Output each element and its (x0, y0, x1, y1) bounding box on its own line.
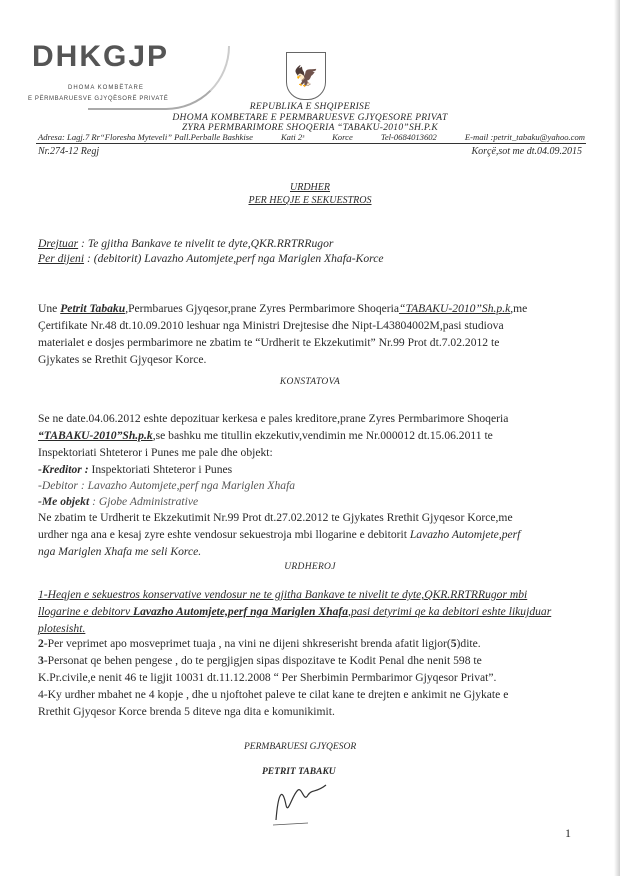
logo-line-2: E PËRMBARUESVE GJYQËSORË PRIVATË (28, 96, 169, 102)
address-email: E-mail :petrit_tabaku@yahoo.com (464, 132, 585, 142)
to-text: : Te gjitha Bankave te nivelit te dyte,QKR.RRTRRugor (78, 237, 334, 250)
header-chamber: DHOMA KOMBETARE E PERMBARUESVE GJYQESORE PRIVAT (172, 113, 448, 123)
intro-line-3: materialet e dosjes permbarimore ne zbatim te “Urdherit te Ekzekutimit” Nr.99 Prot dt.7.02.2012 te (38, 336, 500, 349)
header-divider (36, 143, 586, 144)
address-city: Korce (332, 132, 353, 142)
page-number: 1 (565, 826, 571, 840)
document-subtitle: PER HEQJE E SEKUESTROS (248, 195, 372, 206)
object-line: -Me objekt : Gjobe Administrative (38, 495, 199, 508)
handwritten-signature (268, 775, 338, 830)
intro-line-4: Gjykates se Rrethit Gjyqesor Korce. (38, 353, 207, 366)
order-4-line-1: 4-Ky urdher mbahet ne 4 kopje , dhe u njoftohet paleve te cilat kane te drejten e ankimit ne Gjykate e (38, 688, 509, 701)
document-title: URDHER (290, 182, 330, 193)
order-4-line-2: Rrethit Gjyqesor Korce brenda 5 diteve nga dita e komunikimit. (38, 705, 335, 718)
address-phone: Tel-0684013602 (380, 132, 437, 142)
company-name: “TABAKU-2010”Sh.p.k (38, 429, 153, 442)
addressee-to (38, 237, 333, 250)
urdheroj-heading: URDHEROJ (284, 562, 336, 572)
konstatova-line-8: urdher nga ana e kesaj zyre eshte vendosur sekuestroja mbi llogarine e debitorit Lavazho Automjete,perf (38, 528, 521, 541)
logo-line-1: DHOMA KOMBËTARE (68, 85, 144, 91)
cc-label: Per dijeni (38, 252, 85, 265)
konstatova-line-2: “TABAKU-2010”Sh.p.k,se bashku me titullin ekzekutiv,vendimin me Nr.000012 dt.15.06.2011 te (38, 429, 493, 442)
konstatova-line-3: Inspektoriati Shteteror i Punes me pale dhe objekt: (38, 446, 273, 459)
to-label: Drejtuar (38, 237, 79, 250)
logo-mark: DHKGJP (32, 40, 170, 73)
signature-name: PETRIT TABAKU (262, 767, 336, 777)
document-date: Korçë,sot me dt.04.09.2015 (471, 146, 582, 157)
company-name: “TABAKU-2010”Sh.p.k (399, 302, 511, 315)
intro-line-2: Çertifikate Nr.48 dt.10.09.2010 leshuar nga Ministri Drejtesise dhe Nipt-L43804002M,pasi studiova (38, 319, 504, 332)
eagle-emblem-icon: 🦅 (286, 52, 326, 100)
order-3-line-2: K.Pr.civile,e nenit 46 te ligjit 10031 dt.11.12.2008 “ Per Sherbimin Permbarimor Gjyqesor Privat”. (38, 671, 497, 684)
addressee-cc (38, 252, 384, 265)
cc-text: : (debitorit) Lavazho Automjete,perf nga Mariglen Xhafa-Korce (84, 252, 384, 265)
intro-line-1: Une Petrit Tabaku,Permbarues Gjyqesor,prane Zyres Permbarimore Shoqeria“TABAKU-2010”Sh.p.k,me (38, 302, 528, 315)
order-1-line-2: llogarine e debitorv Lavazho Automjete,perf nga Mariglen Xhafa,pasi detyrimi qe ka debitori eshte likujduar (38, 605, 552, 618)
address-street: Adresa: Lagj.7 Rr“Floresha Myteveli” Pall.Perballe Bashkise (38, 132, 253, 142)
konstatova-line-1: Se ne date.04.06.2012 eshte depozituar kerkesa e pales kreditore,prane Zyres Permbarimore Shoqeria (38, 412, 509, 425)
konstatova-heading: KONSTATOVA (279, 377, 341, 387)
order-1-line-1: 1-Heqjen e sekuestros konservative vendosur ne te gjitha Bankave te nivelit te dyte,QKR.RRTRRugor mbi (38, 588, 528, 601)
order-1-line-3: plotesisht. (38, 622, 86, 635)
konstatova-line-7: Ne zbatim te Urdherit te Ekzekutimit Nr.99 Prot dt.27.02.2012 te Gjykates Rrethit Gjyqesor Korce,me (38, 511, 513, 524)
header-address (38, 132, 585, 142)
address-floor: Kati 2ˢ (280, 132, 305, 142)
debtor-line: -Debitor : Lavazho Automjete,perf nga Mariglen Xhafa (38, 479, 296, 492)
order-2: 2-Per veprimet apo mosveprimet tuaja , na vini ne dijeni shkreserisht brenda afatit ligjor(5)dite. (38, 637, 481, 650)
header-republic: REPUBLIKA E SHQIPERISE (249, 102, 371, 112)
header-office: ZYRA PERMBARIMORE SHOQERIA “TABAKU-2010”SH.P.K (181, 123, 439, 133)
creditor-line: -Kreditor : Inspektoriati Shteteror i Punes (38, 463, 233, 476)
order-3-line-1: 3-Personat qe behen pengese , do te pergjigjen sipas dispozitave te Kodit Penal dhe nenit 598 te (38, 654, 482, 667)
signature-role: PERMBARUESI GJYQESOR (244, 742, 357, 752)
konstatova-line-9: nga Mariglen Xhafa me seli Korce. (38, 545, 202, 558)
executor-name: Petrit Tabaku (60, 302, 126, 315)
reference-number: Nr.274-12 Regj (38, 146, 100, 157)
